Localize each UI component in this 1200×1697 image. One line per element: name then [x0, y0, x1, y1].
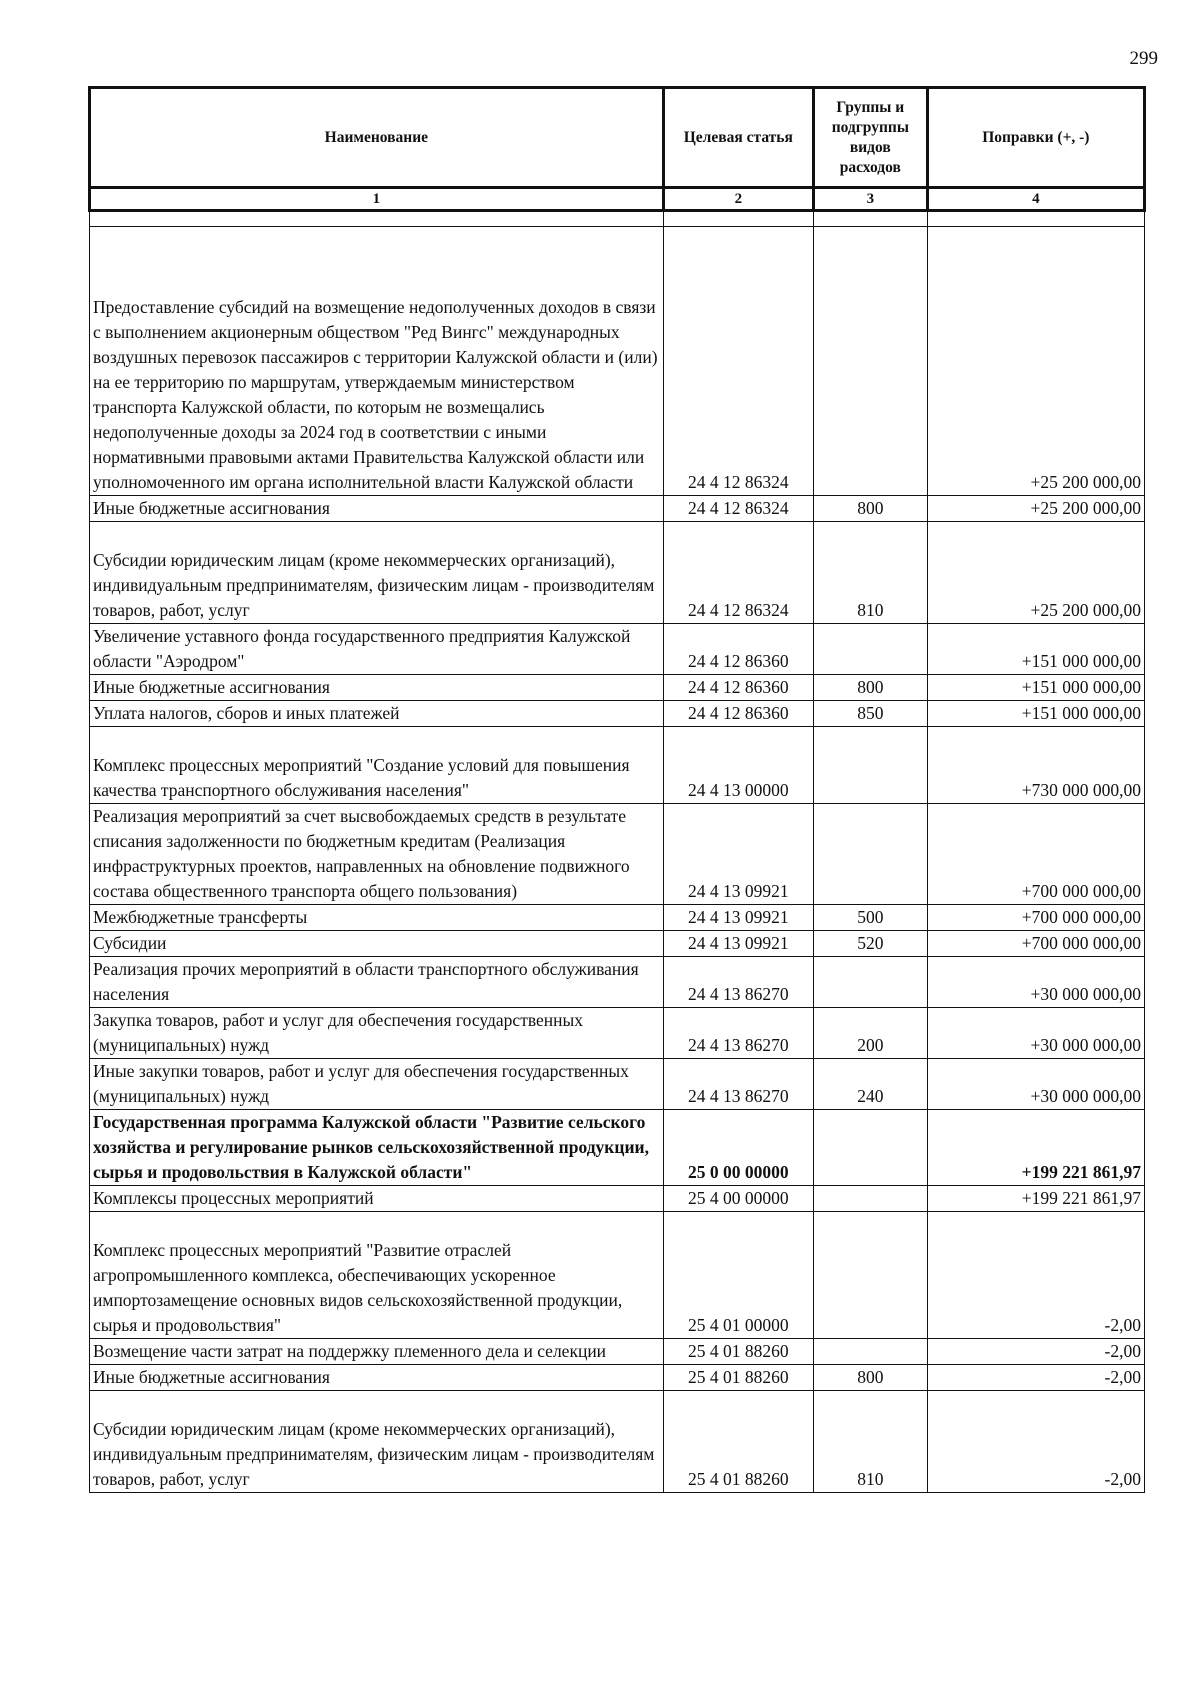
row-amount: +199 221 861,97: [927, 1110, 1144, 1186]
row-code: 25 4 01 88260: [663, 1391, 813, 1493]
row-amount: +151 000 000,00: [927, 624, 1144, 675]
row-group: 850: [813, 701, 927, 727]
row-amount: +199 221 861,97: [927, 1186, 1144, 1212]
row-code: 25 4 00 00000: [663, 1186, 813, 1212]
row-group: 500: [813, 905, 927, 931]
row-name: Уплата налогов, сборов и иных платежей: [90, 701, 664, 727]
table-row: [90, 1008, 1145, 1059]
row-amount: +25 200 000,00: [927, 227, 1144, 496]
table-header-row: [90, 88, 1145, 188]
row-code: 25 4 01 88260: [663, 1365, 813, 1391]
row-amount: +700 000 000,00: [927, 931, 1144, 957]
row-code: 25 4 01 00000: [663, 1212, 813, 1339]
row-code: 25 0 00 00000: [663, 1110, 813, 1186]
row-amount: +30 000 000,00: [927, 1008, 1144, 1059]
row-name: Увеличение уставного фонда государственного предприятия Калужской области "Аэродром": [90, 624, 664, 675]
row-group: [813, 1186, 927, 1212]
row-name: Иные бюджетные ассигнования: [90, 1365, 664, 1391]
row-code: 24 4 13 86270: [663, 957, 813, 1008]
table-row: [90, 1186, 1145, 1212]
row-name: Иные бюджетные ассигнования: [90, 675, 664, 701]
row-amount: +700 000 000,00: [927, 905, 1144, 931]
row-amount: +30 000 000,00: [927, 957, 1144, 1008]
row-amount: -2,00: [927, 1365, 1144, 1391]
row-name: Иные бюджетные ассигнования: [90, 496, 664, 522]
table-row: [90, 624, 1145, 675]
row-code: 24 4 13 09921: [663, 931, 813, 957]
row-code: 24 4 13 09921: [663, 804, 813, 905]
row-group: [813, 1110, 927, 1186]
column-number-row: [90, 188, 1145, 211]
header-group: Группы и подгруппы видов расходов: [813, 88, 927, 188]
table-row: [90, 905, 1145, 931]
row-code: 24 4 13 86270: [663, 1008, 813, 1059]
row-name: Комплекс процессных мероприятий "Создание условий для повышения качества транспортного обслуживания населения": [90, 727, 664, 804]
row-code: 24 4 12 86360: [663, 624, 813, 675]
row-amount: +700 000 000,00: [927, 804, 1144, 905]
table-row: [90, 1339, 1145, 1365]
row-group: 800: [813, 675, 927, 701]
row-name: Межбюджетные трансферты: [90, 905, 664, 931]
row-name: Реализация мероприятий за счет высвобождаемых средств в результате списания задолженности по бюджетным кредитам (Реализация инфраструктурных проектов, направленных на обновление подвижного состава общественного транспорта общего пользования): [90, 804, 664, 905]
header-amount: Поправки (+, -): [927, 88, 1144, 188]
row-name: Субсидии юридическим лицам (кроме некоммерческих организаций), индивидуальным предпринимателям, физическим лицам - производителям товаров, работ, услуг: [90, 1391, 664, 1493]
row-group: [813, 624, 927, 675]
table-row: [90, 931, 1145, 957]
header-name: Наименование: [90, 88, 664, 188]
row-amount: -2,00: [927, 1212, 1144, 1339]
table-row: [90, 1059, 1145, 1110]
row-name: Иные закупки товаров, работ и услуг для обеспечения государственных (муниципальных) нужд: [90, 1059, 664, 1110]
row-group: [813, 227, 927, 496]
table-row: [90, 1391, 1145, 1493]
row-group: [813, 1212, 927, 1339]
row-group: 800: [813, 496, 927, 522]
spacer-row: [90, 211, 1145, 227]
column-number: 2: [663, 188, 813, 211]
row-name: Комплексы процессных мероприятий: [90, 1186, 664, 1212]
row-code: 24 4 13 00000: [663, 727, 813, 804]
row-amount: -2,00: [927, 1339, 1144, 1365]
table-row: [90, 522, 1145, 624]
table-row: [90, 227, 1145, 496]
table-row: [90, 957, 1145, 1008]
row-code: 24 4 13 86270: [663, 1059, 813, 1110]
header-code: Целевая статья: [663, 88, 813, 188]
table-row: [90, 675, 1145, 701]
row-name: Государственная программа Калужской области "Развитие сельского хозяйства и регулирование рынков сельскохозяйственной продукции, сырья и продовольствия в Калужской области": [90, 1110, 664, 1186]
row-code: 24 4 12 86324: [663, 227, 813, 496]
row-amount: +25 200 000,00: [927, 496, 1144, 522]
table-row: [90, 701, 1145, 727]
row-group: 800: [813, 1365, 927, 1391]
row-code: 24 4 13 09921: [663, 905, 813, 931]
table-row: [90, 1212, 1145, 1339]
row-group: [813, 957, 927, 1008]
row-amount: +25 200 000,00: [927, 522, 1144, 624]
table-row: [90, 804, 1145, 905]
page-number: 299: [1129, 48, 1158, 69]
row-group: 520: [813, 931, 927, 957]
row-amount: +151 000 000,00: [927, 701, 1144, 727]
row-code: 24 4 12 86360: [663, 701, 813, 727]
row-name: Закупка товаров, работ и услуг для обеспечения государственных (муниципальных) нужд: [90, 1008, 664, 1059]
row-name: Субсидии: [90, 931, 664, 957]
row-group: 810: [813, 522, 927, 624]
row-name: Субсидии юридическим лицам (кроме некоммерческих организаций), индивидуальным предпринимателям, физическим лицам - производителям товаров, работ, услуг: [90, 522, 664, 624]
row-code: 24 4 12 86324: [663, 496, 813, 522]
row-group: 810: [813, 1391, 927, 1493]
budget-table: [88, 86, 1146, 1493]
row-group: [813, 1339, 927, 1365]
column-number: 1: [90, 188, 664, 211]
column-number: 4: [927, 188, 1144, 211]
row-code: 24 4 12 86360: [663, 675, 813, 701]
row-code: 24 4 12 86324: [663, 522, 813, 624]
row-amount: -2,00: [927, 1391, 1144, 1493]
row-name: Комплекс процессных мероприятий "Развитие отраслей агропромышленного комплекса, обеспечивающих ускоренное импортозамещение основных видов сельскохозяйственной продукции, сырья и продовольствия": [90, 1212, 664, 1339]
table-row: [90, 496, 1145, 522]
row-group: [813, 804, 927, 905]
table-row: [90, 1365, 1145, 1391]
row-name: Предоставление субсидий на возмещение недополученных доходов в связи с выполнением акционерным обществом "Ред Вингс" международных воздушных перевозок пассажиров с территории Калужской области и (или) на ее территорию по маршрутам, утверждаемым министерством транспорта Калужской области, по которым не возмещались недополученные доходы за 2024 год в соответствии с иными нормативными правовыми актами Правительства Калужской области или уполномоченного им органа исполнительной власти Калужской области: [90, 227, 664, 496]
column-number: 3: [813, 188, 927, 211]
row-amount: +30 000 000,00: [927, 1059, 1144, 1110]
row-code: 25 4 01 88260: [663, 1339, 813, 1365]
row-amount: +730 000 000,00: [927, 727, 1144, 804]
row-group: 200: [813, 1008, 927, 1059]
table-row-program: [90, 1110, 1145, 1186]
row-name: Реализация прочих мероприятий в области транспортного обслуживания населения: [90, 957, 664, 1008]
row-name: Возмещение части затрат на поддержку племенного дела и селекции: [90, 1339, 664, 1365]
table-row: [90, 727, 1145, 804]
row-amount: +151 000 000,00: [927, 675, 1144, 701]
row-group: [813, 727, 927, 804]
row-group: 240: [813, 1059, 927, 1110]
